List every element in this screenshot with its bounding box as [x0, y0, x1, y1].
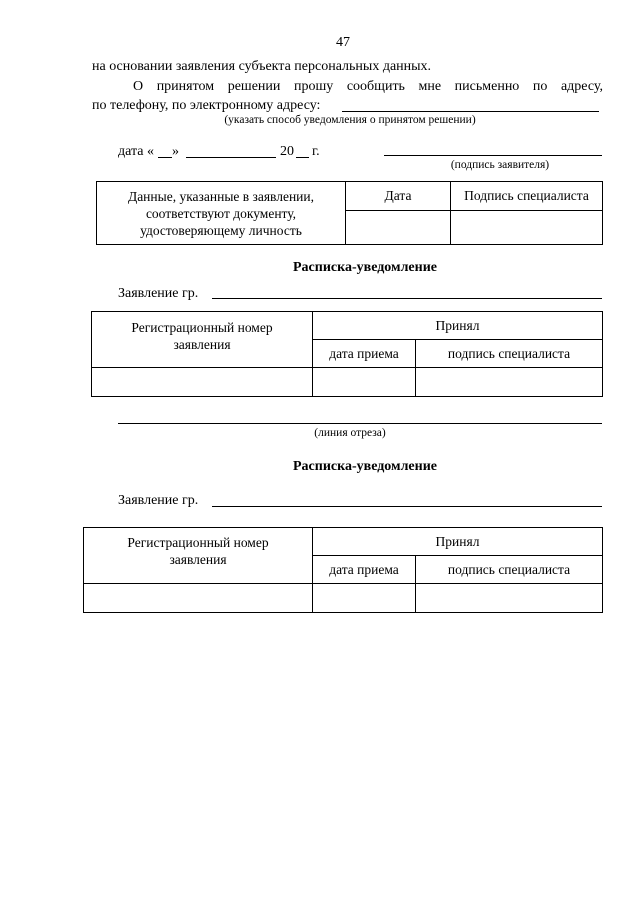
cut-line-caption: (линия отреза): [314, 427, 386, 439]
receipt-2-statement-label: Заявление гр.: [118, 493, 199, 508]
receipt-2-table: [83, 527, 603, 613]
receipt-2-specialist-sign-header: подпись специалиста: [416, 556, 603, 584]
receipt-1-specialist-sign-cell[interactable]: [416, 368, 603, 397]
verification-text-line-3: удостоверяющему личность: [140, 222, 302, 238]
receipt-2-specialist-sign-cell[interactable]: [416, 584, 603, 613]
receipt-1-reg-number-line-1: Регистрационный номер: [131, 320, 273, 335]
verification-description-cell: [97, 182, 346, 245]
receipt-1-accepted-header: Принял: [313, 312, 603, 340]
date-header-cell: Дата: [346, 182, 451, 211]
applicant-signature-caption: (подпись заявителя): [450, 159, 550, 171]
date-month-field[interactable]: [186, 157, 276, 158]
specialist-signature-header-cell: Подпись специалиста: [451, 182, 603, 211]
year-suffix: г.: [312, 144, 320, 159]
date-day-field[interactable]: [158, 157, 172, 158]
intro-line-3: по телефону, по электронному адресу:: [92, 98, 321, 113]
intro-line-2: О принятом решении прошу сообщить мне письменно по адресу,: [133, 79, 603, 94]
receipt-1-statement-label: Заявление гр.: [118, 286, 199, 301]
date-year-field[interactable]: [296, 157, 309, 158]
page-number: 47: [336, 35, 350, 50]
receipt-1-reg-number-cell[interactable]: [92, 368, 313, 397]
verification-text-line-1: Данные, указанные в заявлении,: [127, 188, 315, 204]
receipt-2-reg-number-line-2: заявления: [169, 552, 227, 567]
receipt-1-reg-number-line-2: заявления: [173, 337, 231, 352]
receipt-1-table: [91, 311, 603, 397]
year-prefix: 20: [280, 144, 294, 159]
verification-signature-cell[interactable]: [451, 211, 603, 245]
receipt-1-accept-date-cell[interactable]: [313, 368, 416, 397]
verification-text-line-2: соответствуют документу,: [145, 205, 297, 221]
verification-date-cell[interactable]: [346, 211, 451, 245]
verification-table: [96, 181, 603, 245]
receipt-2-reg-number-cell[interactable]: [84, 584, 313, 613]
receipt-1-title: Расписка-уведомление: [293, 260, 437, 275]
receipt-2-accept-date-cell[interactable]: [313, 584, 416, 613]
receipt-2-reg-number-header: [84, 528, 313, 584]
receipt-2-reg-number-line-1: Регистрационный номер: [127, 535, 269, 550]
receipt-1-specialist-sign-header: подпись специалиста: [416, 340, 603, 368]
date-prefix: дата «: [118, 144, 154, 159]
date-mid: »: [172, 144, 179, 159]
receipt-2-accepted-header: Принял: [313, 528, 603, 556]
intro-line-1: на основании заявления субъекта персональных данных.: [92, 59, 432, 74]
receipt-2-applicant-field[interactable]: [212, 506, 602, 507]
contact-method-hint: (указать способ уведомления о принятом решении): [224, 114, 476, 126]
receipt-1-reg-number-header: [92, 312, 313, 368]
receipt-2-title: Расписка-уведомление: [293, 459, 437, 474]
contact-method-field[interactable]: [342, 111, 599, 112]
receipt-1-accept-date-header: дата приема: [313, 340, 416, 368]
cut-line: [118, 423, 602, 424]
receipt-1-applicant-field[interactable]: [212, 298, 602, 299]
receipt-2-accept-date-header: дата приема: [313, 556, 416, 584]
applicant-signature-field[interactable]: [384, 155, 602, 156]
